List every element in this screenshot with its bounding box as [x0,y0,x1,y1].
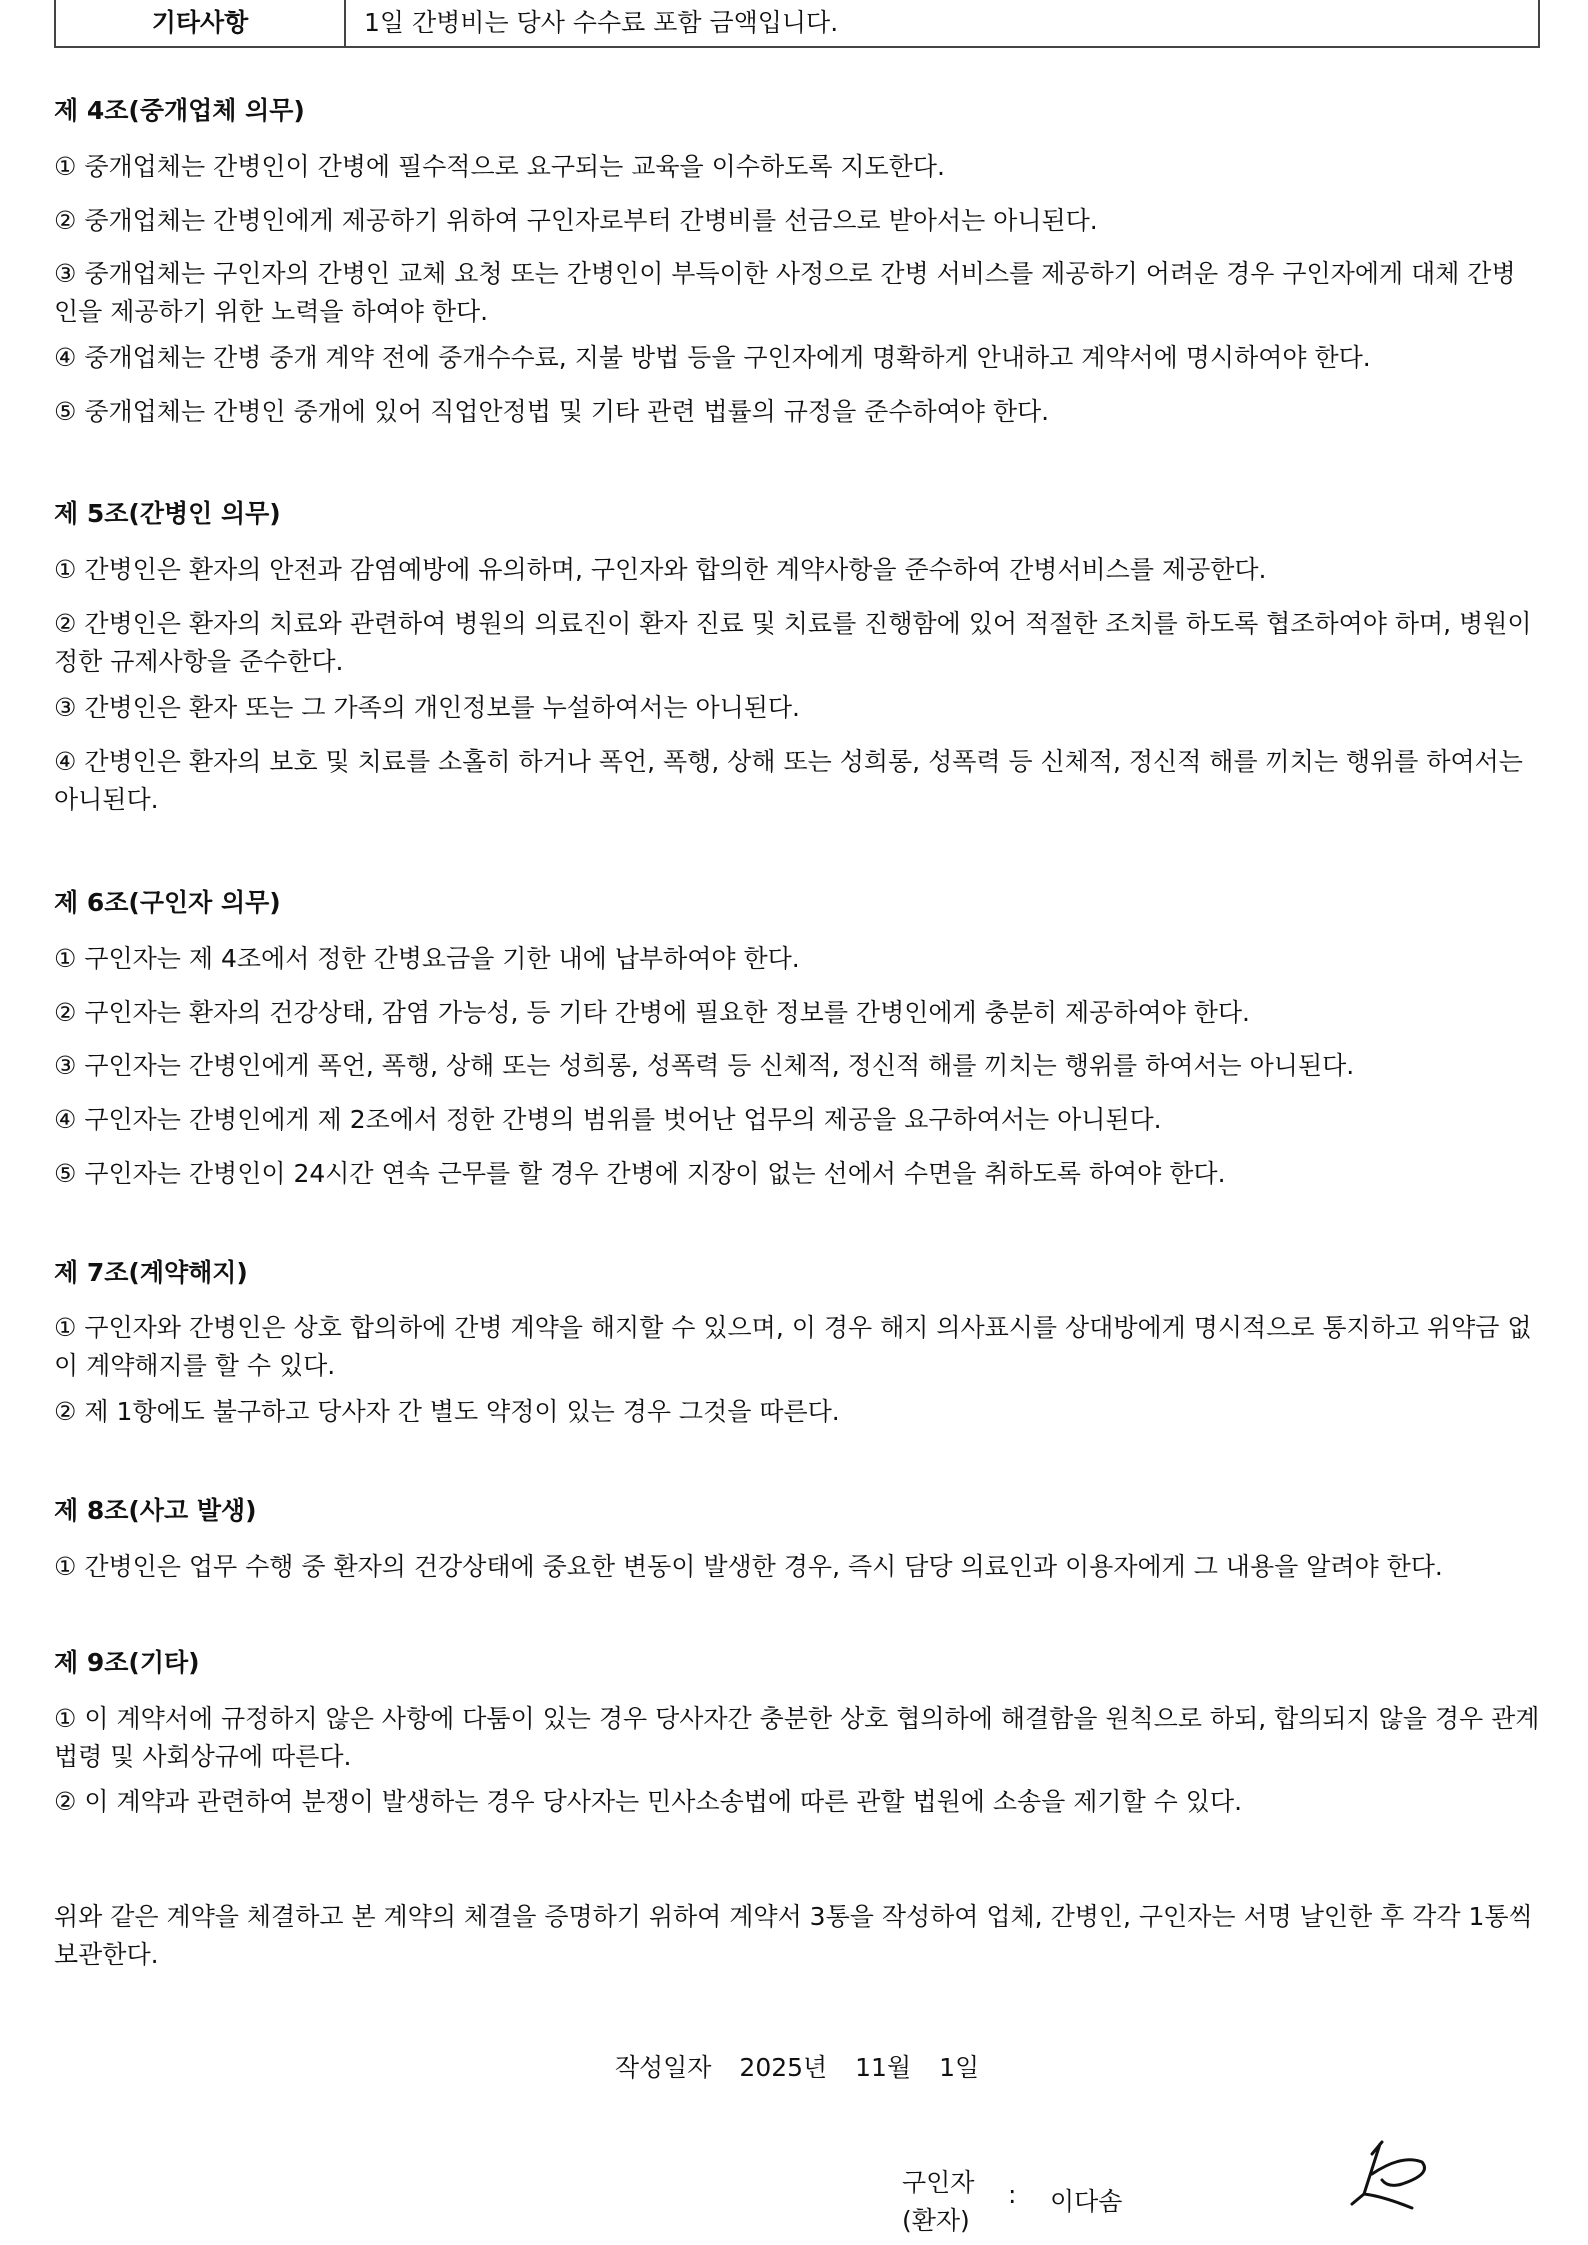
article-clause [54,255,1540,331]
article-clause [54,551,1540,589]
clause-line: 이 계약해지를 할 수 있다. [54,1351,336,1380]
article-clause [54,148,1540,186]
article-clause [54,1047,1540,1085]
date-label: 작성일자 [614,2053,712,2082]
article-clause [54,393,1540,431]
closing-line: 위와 같은 계약을 체결하고 본 계약의 체결을 증명하기 위하여 계약서 3통을 작성하여 업체, 간병인, 구인자는 서명 날인한 후 각각 1통씩 [54,1902,1533,1931]
article-clause [54,1155,1540,1193]
clause-line: ① 간병인은 업무 수행 중 환자의 건강상태에 중요한 변동이 발생한 경우, 즉시 담당 의료인과 이용자에게 그 내용을 알려야 한다. [54,1552,1443,1581]
clause-line: ③ 중개업체는 구인자의 간병인 교체 요청 또는 간병인이 부득이한 사정으로 간병 서비스를 제공하기 어려운 경우 구인자에게 대체 간병 [54,259,1516,288]
date-month: 11월 [855,2053,912,2082]
article-title: 제 5조(간병인 의무) [54,499,281,528]
article-title: 제 8조(사고 발생) [54,1496,257,1525]
handwritten-signature [1342,2134,1442,2224]
closing-statement [54,1898,1540,1974]
clause-line: ① 중개업체는 간병인이 간병에 필수적으로 요구되는 교육을 이수하도록 지도한다. [54,152,945,181]
clause-line: 인을 제공하기 위한 노력을 하여야 한다. [54,297,489,326]
clause-line: ⑤ 중개업체는 간병인 중개에 있어 직업안정법 및 기타 관련 법률의 규정을 준수하여야 한다. [54,397,1050,426]
written-date [54,2050,1540,2086]
clause-line: ④ 중개업체는 간병 중개 계약 전에 중개수수료, 지불 방법 등을 구인자에게 명확하게 안내하고 계약서에 명시하여야 한다. [54,343,1371,372]
closing-line: 보관한다. [54,1940,159,1969]
signer-name: 이다솜 [1050,2187,1123,2216]
clause-line: ① 구인자와 간병인은 상호 합의하에 간병 계약을 해지할 수 있으며, 이 경우 해지 의사표시를 상대방에게 명시적으로 통지하고 위약금 없 [54,1313,1532,1342]
article-clause [54,1700,1540,1776]
clause-line: ② 중개업체는 간병인에게 제공하기 위하여 구인자로부터 간병비를 선금으로 받아서는 아니된다. [54,206,1098,235]
signer-role-line: (환자) [902,2206,970,2235]
signer-role-line: 구인자 [902,2168,975,2197]
article-clause [54,689,1540,727]
article-clause [54,1393,1540,1431]
article-clause [54,743,1540,819]
clause-line: 정한 규제사항을 준수한다. [54,647,344,676]
article-clause [54,202,1540,240]
clause-line: 법령 및 사회상규에 따른다. [54,1742,352,1771]
signature-block [902,2164,1502,2244]
article-clause [54,1783,1540,1821]
article-title: 제 7조(계약해지) [54,1258,248,1287]
clause-line: 아니된다. [54,785,159,814]
clause-line: ① 이 계약서에 규정하지 않은 사항에 다툼이 있는 경우 당사자간 충분한 상호 협의하에 해결함을 원칙으로 하되, 합의되지 않을 경우 관계 [54,1704,1540,1733]
article-clause [54,994,1540,1032]
date-year: 2025년 [739,2053,828,2082]
article-clause [54,1101,1540,1139]
clause-line: ② 구인자는 환자의 건강상태, 감염 가능성, 등 기타 간병에 필요한 정보를 간병인에게 충분히 제공하여야 한다. [54,998,1250,1027]
article-title: 제 4조(중개업체 의무) [54,96,305,125]
clause-line: ④ 구인자는 간병인에게 제 2조에서 정한 간병의 범위를 벗어난 업무의 제공을 요구하여서는 아니된다. [54,1105,1162,1134]
article-clause [54,1309,1540,1385]
clause-line: ③ 구인자는 간병인에게 폭언, 폭행, 상해 또는 성희롱, 성폭력 등 신체적, 정신적 해를 끼치는 행위를 하여서는 아니된다. [54,1051,1355,1080]
clause-line: ① 간병인은 환자의 안전과 감염예방에 유의하며, 구인자와 합의한 계약사항을 준수하여 간병서비스를 제공한다. [54,555,1267,584]
remarks-label: 기타사항 [56,0,346,46]
clause-line: ② 이 계약과 관련하여 분쟁이 발생하는 경우 당사자는 민사소송법에 따른 관할 법원에 소송을 제기할 수 있다. [54,1787,1243,1816]
clause-line: ① 구인자는 제 4조에서 정한 간병요금을 기한 내에 납부하여야 한다. [54,944,800,973]
article-title: 제 9조(기타) [54,1648,200,1677]
article-clause [54,1548,1540,1586]
clause-line: ③ 간병인은 환자 또는 그 가족의 개인정보를 누설하여서는 아니된다. [54,693,800,722]
date-day: 1일 [939,2053,980,2082]
clause-line: ② 제 1항에도 불구하고 당사자 간 별도 약정이 있는 경우 그것을 따른다. [54,1397,840,1426]
article-clause [54,940,1540,978]
remarks-table-row [54,0,1540,48]
article-clause [54,605,1540,681]
clause-line: ⑤ 구인자는 간병인이 24시간 연속 근무를 할 경우 간병에 지장이 없는 선에서 수면을 취하도록 하여야 한다. [54,1159,1226,1188]
clause-line: ④ 간병인은 환자의 보호 및 치료를 소홀히 하거나 폭언, 폭행, 상해 또는 성희롱, 성폭력 등 신체적, 정신적 해를 끼치는 행위를 하여서는 [54,747,1523,776]
clause-line: ② 간병인은 환자의 치료와 관련하여 병원의 의료진이 환자 진료 및 치료를 진행함에 있어 적절한 조치를 하도록 협조하여야 하며, 병원이 [54,609,1532,638]
article-title: 제 6조(구인자 의무) [54,888,281,917]
remarks-value: 1일 간병비는 당사 수수료 포함 금액입니다. [364,8,839,37]
article-clause [54,339,1540,377]
signer-colon: : [1008,2180,1017,2209]
signer-role [902,2164,974,2240]
